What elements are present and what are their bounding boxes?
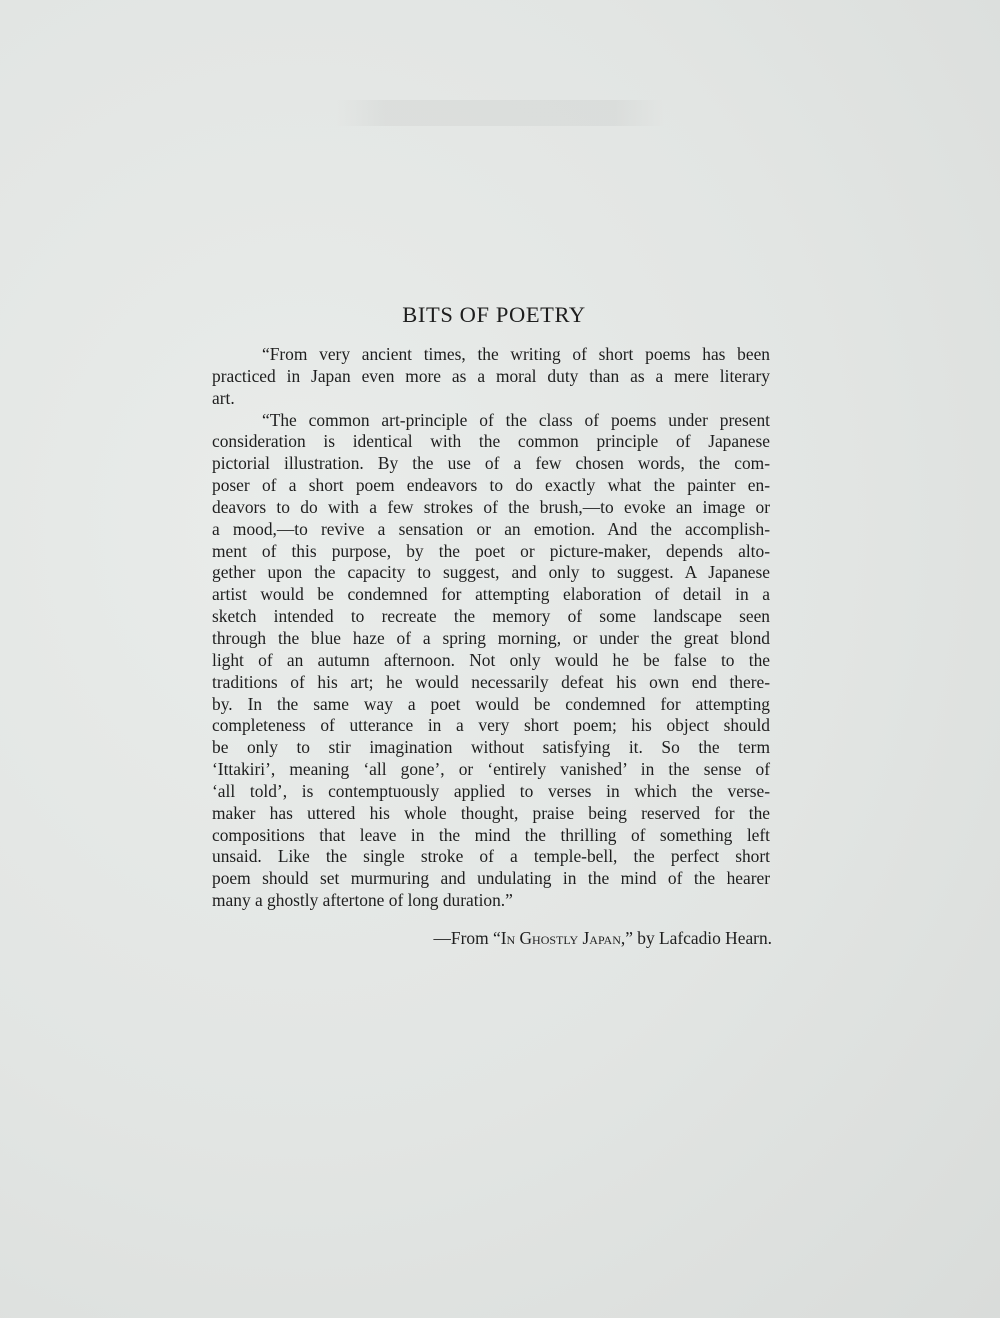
text-line: poem should set murmuring and undulating in the mind of the hearer bbox=[212, 868, 770, 889]
text-line: pictorial illustration. By the use of a few chosen words, the com- bbox=[212, 453, 770, 474]
text-line: by. In the same way a poet would be condemned for attempting bbox=[212, 693, 770, 714]
text-line: be only to stir imagination without satisfying it. So the term bbox=[212, 737, 770, 758]
text-line: traditions of his art; he would necessarily defeat his own end there- bbox=[212, 671, 770, 692]
text-line: completeness of utterance in a very short poem; his object should bbox=[212, 715, 770, 736]
text-line: ‘all told’, is contemptuously applied to verses in which the verse- bbox=[212, 780, 770, 801]
text-line: light of an autumn afternoon. Not only would he be false to the bbox=[212, 649, 770, 670]
attribution bbox=[212, 927, 772, 949]
text-line: ment of this purpose, by the poet or picture-maker, depends alto- bbox=[212, 540, 770, 561]
text-line: many a ghostly aftertone of long duration.” bbox=[212, 890, 513, 911]
text-line: poser of a short poem endeavors to do exactly what the painter en- bbox=[212, 475, 770, 496]
paragraph-1 bbox=[212, 344, 770, 410]
text-line: gether upon the capacity to suggest, and only to suggest. A Japanese bbox=[212, 562, 770, 583]
text-line: a mood,—to revive a sensation or an emotion. And the accomplish- bbox=[212, 518, 770, 539]
show-through-text bbox=[335, 100, 665, 126]
text-line: “From very ancient times, the writing of short poems has been bbox=[262, 344, 770, 364]
text-line: artist would be condemned for attempting elaboration of detail in a bbox=[212, 584, 770, 605]
text-line: compositions that leave in the mind the thrilling of something left bbox=[212, 824, 770, 845]
text-line: practiced in Japan even more as a moral duty than as a mere literary bbox=[212, 365, 770, 386]
text-line: through the blue haze of a spring morning, or under the great blond bbox=[212, 627, 770, 648]
attribution-author: ,” by Lafcadio Hearn. bbox=[620, 928, 772, 948]
text-line: art. bbox=[212, 387, 235, 408]
text-line: ‘Ittakiri’, meaning ‘all gone’, or ‘entirely vanished’ in the sense of bbox=[212, 759, 770, 780]
text-line: deavors to do with a few strokes of the brush,—to evoke an image or bbox=[212, 496, 770, 517]
quotation-body bbox=[212, 344, 770, 912]
text-line: maker has uttered his whole thought, praise being reserved for the bbox=[212, 802, 770, 823]
paragraph-2 bbox=[212, 410, 770, 912]
page-title: BITS OF POETRY bbox=[402, 302, 586, 327]
text-line: sketch intended to recreate the memory of some landscape seen bbox=[212, 606, 770, 627]
attribution-work-title: In Ghostly Japan bbox=[500, 928, 621, 948]
text-line: “The common art-principle of the class of poems under present bbox=[262, 409, 770, 430]
text-line: consideration is identical with the common principle of Japanese bbox=[212, 431, 770, 452]
text-line: unsaid. Like the single stroke of a temple-bell, the perfect short bbox=[212, 846, 770, 867]
attribution-prefix: —From “ bbox=[433, 928, 501, 948]
